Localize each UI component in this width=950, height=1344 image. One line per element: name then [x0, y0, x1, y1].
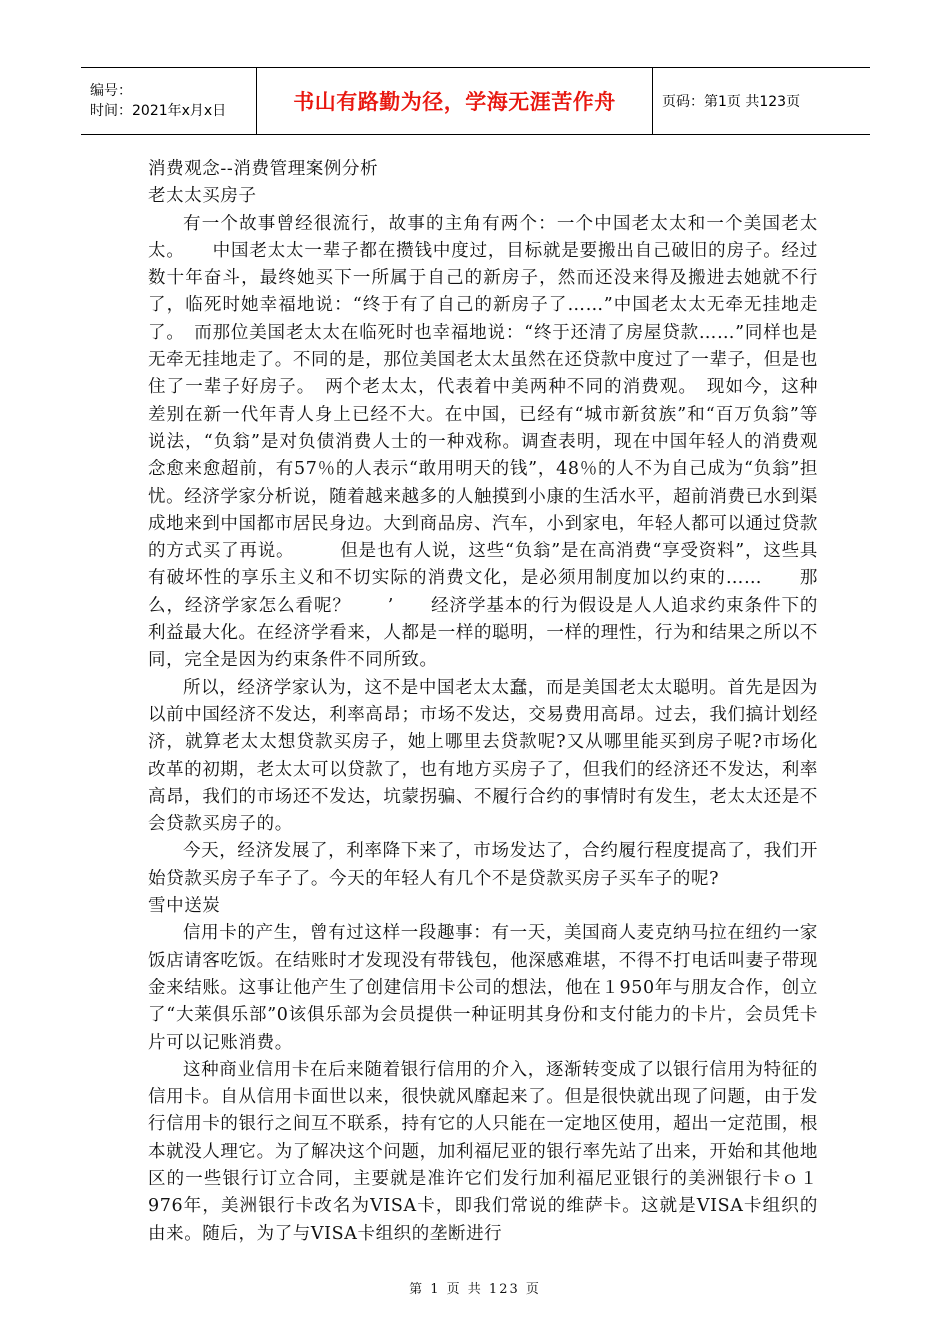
- paragraph: 有一个故事曾经很流行，故事的主角有两个：一个中国老太太和一个美国老太太。 中国老太太一辈子都在攒钱中度过，目标就是要搬出自己破旧的房子。经过数十年奋斗，最终她买下一所属于自己的新房子，然而还没来得及搬进去她就不行了，临死时她幸福地说：“终于有了自己的新房子了……”中国老太太无牵无挂地走了。 而那位美国老太太在临死时也幸福地说：“终于还清了房屋贷款……”同样也是无牵无挂地走了。不同的是，那位美国老太太虽然在还贷款中度过了一辈子，但是也住了一辈子好房子。 两个老太太，代表着中美两种不同的消费观。 现如今，这种差别在新一代年青人身上已经不大。在中国，已经有“城市新贫族”和“百万负翁”等说法，“负翁”是对负债消费人士的一种戏称。调查表明，现在中国年轻人的消费观念愈来愈超前，有57％的人表示“敢用明天的钱”，48％的人不为自己成为“负翁”担忧。经济学家分析说，随着越来越多的人触摸到小康的生活水平，超前消费已水到渠成地来到中国都市居民身边。大到商品房、汽车，小到家电，年轻人都可以通过贷款的方式买了再说。 但是也有人说，这些“负翁”是在高消费“享受资料”，这些具有破坏性的享乐主义和不切实际的消费文化，是必须用制度加以约束的…… 那么，经济学家怎么看呢？ ’ 经济学基本的行为假设是人人追求约束条件下的利益最大化。在经济学看来，人都是一样的聪明，一样的理性，行为和结果之所以不同，完全是因为约束条件不同所致。: [148, 213, 818, 671]
- document-number: 编号：: [90, 83, 132, 99]
- paragraph: 今天，经济发展了，利率降下来了，市场发达了，合约履行程度提高了，我们开始贷款买房子车子了。今天的年轻人有几个不是贷款买房子买车子的呢?: [148, 841, 818, 889]
- section-heading: 雪中送炭: [148, 896, 221, 917]
- header-meta: [81, 68, 256, 134]
- header-page-info: 页码：第1页 共123页: [662, 94, 801, 110]
- paragraph: 这种商业信用卡在后来随着银行信用的介入，逐渐转变成了以银行信用为特征的信用卡。自从信用卡面世以来，很快就风靡起来了。但是很快就出现了问题，由于发行信用卡的银行之间互不联系，持有它的人只能在一定地区使用，超出一定范围，根本就没人理它。为了解决这个问题，加利福尼亚的银行率先站了出来，开始和其他地区的一些银行订立合同，主要就是准许它们发行加利福尼亚银行的美洲银行卡ｏ１976年，美洲银行卡改名为VISA卡，即我们常说的维萨卡。这就是VISA卡组织的由来。随后，为了与VISA卡组织的垄断进行: [148, 1059, 818, 1244]
- page-footer: 第 1 页 共 123 页: [409, 1282, 541, 1297]
- document-body: [148, 156, 818, 1248]
- paragraph: 所以，经济学家认为，这不是中国老太太蠢，而是美国老太太聪明。首先是因为以前中国经济不发达，利率高昂；市场不发达，交易费用高昂。过去，我们搞计划经济，就算老太太想贷款买房子，她上哪里去贷款呢?又从哪里能买到房子呢?市场化改革的初期，老太太可以贷款了，也有地方买房子了，但我们的经济还不发达，利率高昂，我们的市场还不发达，坑蒙拐骗、不履行合约的事情时有发生，老太太还是不会贷款买房子的。: [148, 677, 818, 835]
- page-header: [81, 67, 870, 135]
- section-heading: 老太太买房子: [148, 186, 257, 207]
- document-time: 时间：2021年x月x日: [90, 103, 227, 119]
- document-title: 消费观念--消费管理案例分析: [148, 159, 379, 179]
- header-motto: 书山有路勤为径，学海无涯苦作舟: [256, 68, 653, 134]
- paragraph: 信用卡的产生，曾有过这样一段趣事：有一天，美国商人麦克纳马拉在纽约一家饭店请客吃饭。在结账时才发现没有带钱包，他深感难堪，不得不打电话叫妻子带现金来结账。这事让他产生了创建信用卡公司的想法，他在１950年与朋友合作，创立了“大莱俱乐部”0该俱乐部为会员提供一种证明其身份和支付能力的卡片，会员凭卡片可以记账消费。: [148, 923, 818, 1053]
